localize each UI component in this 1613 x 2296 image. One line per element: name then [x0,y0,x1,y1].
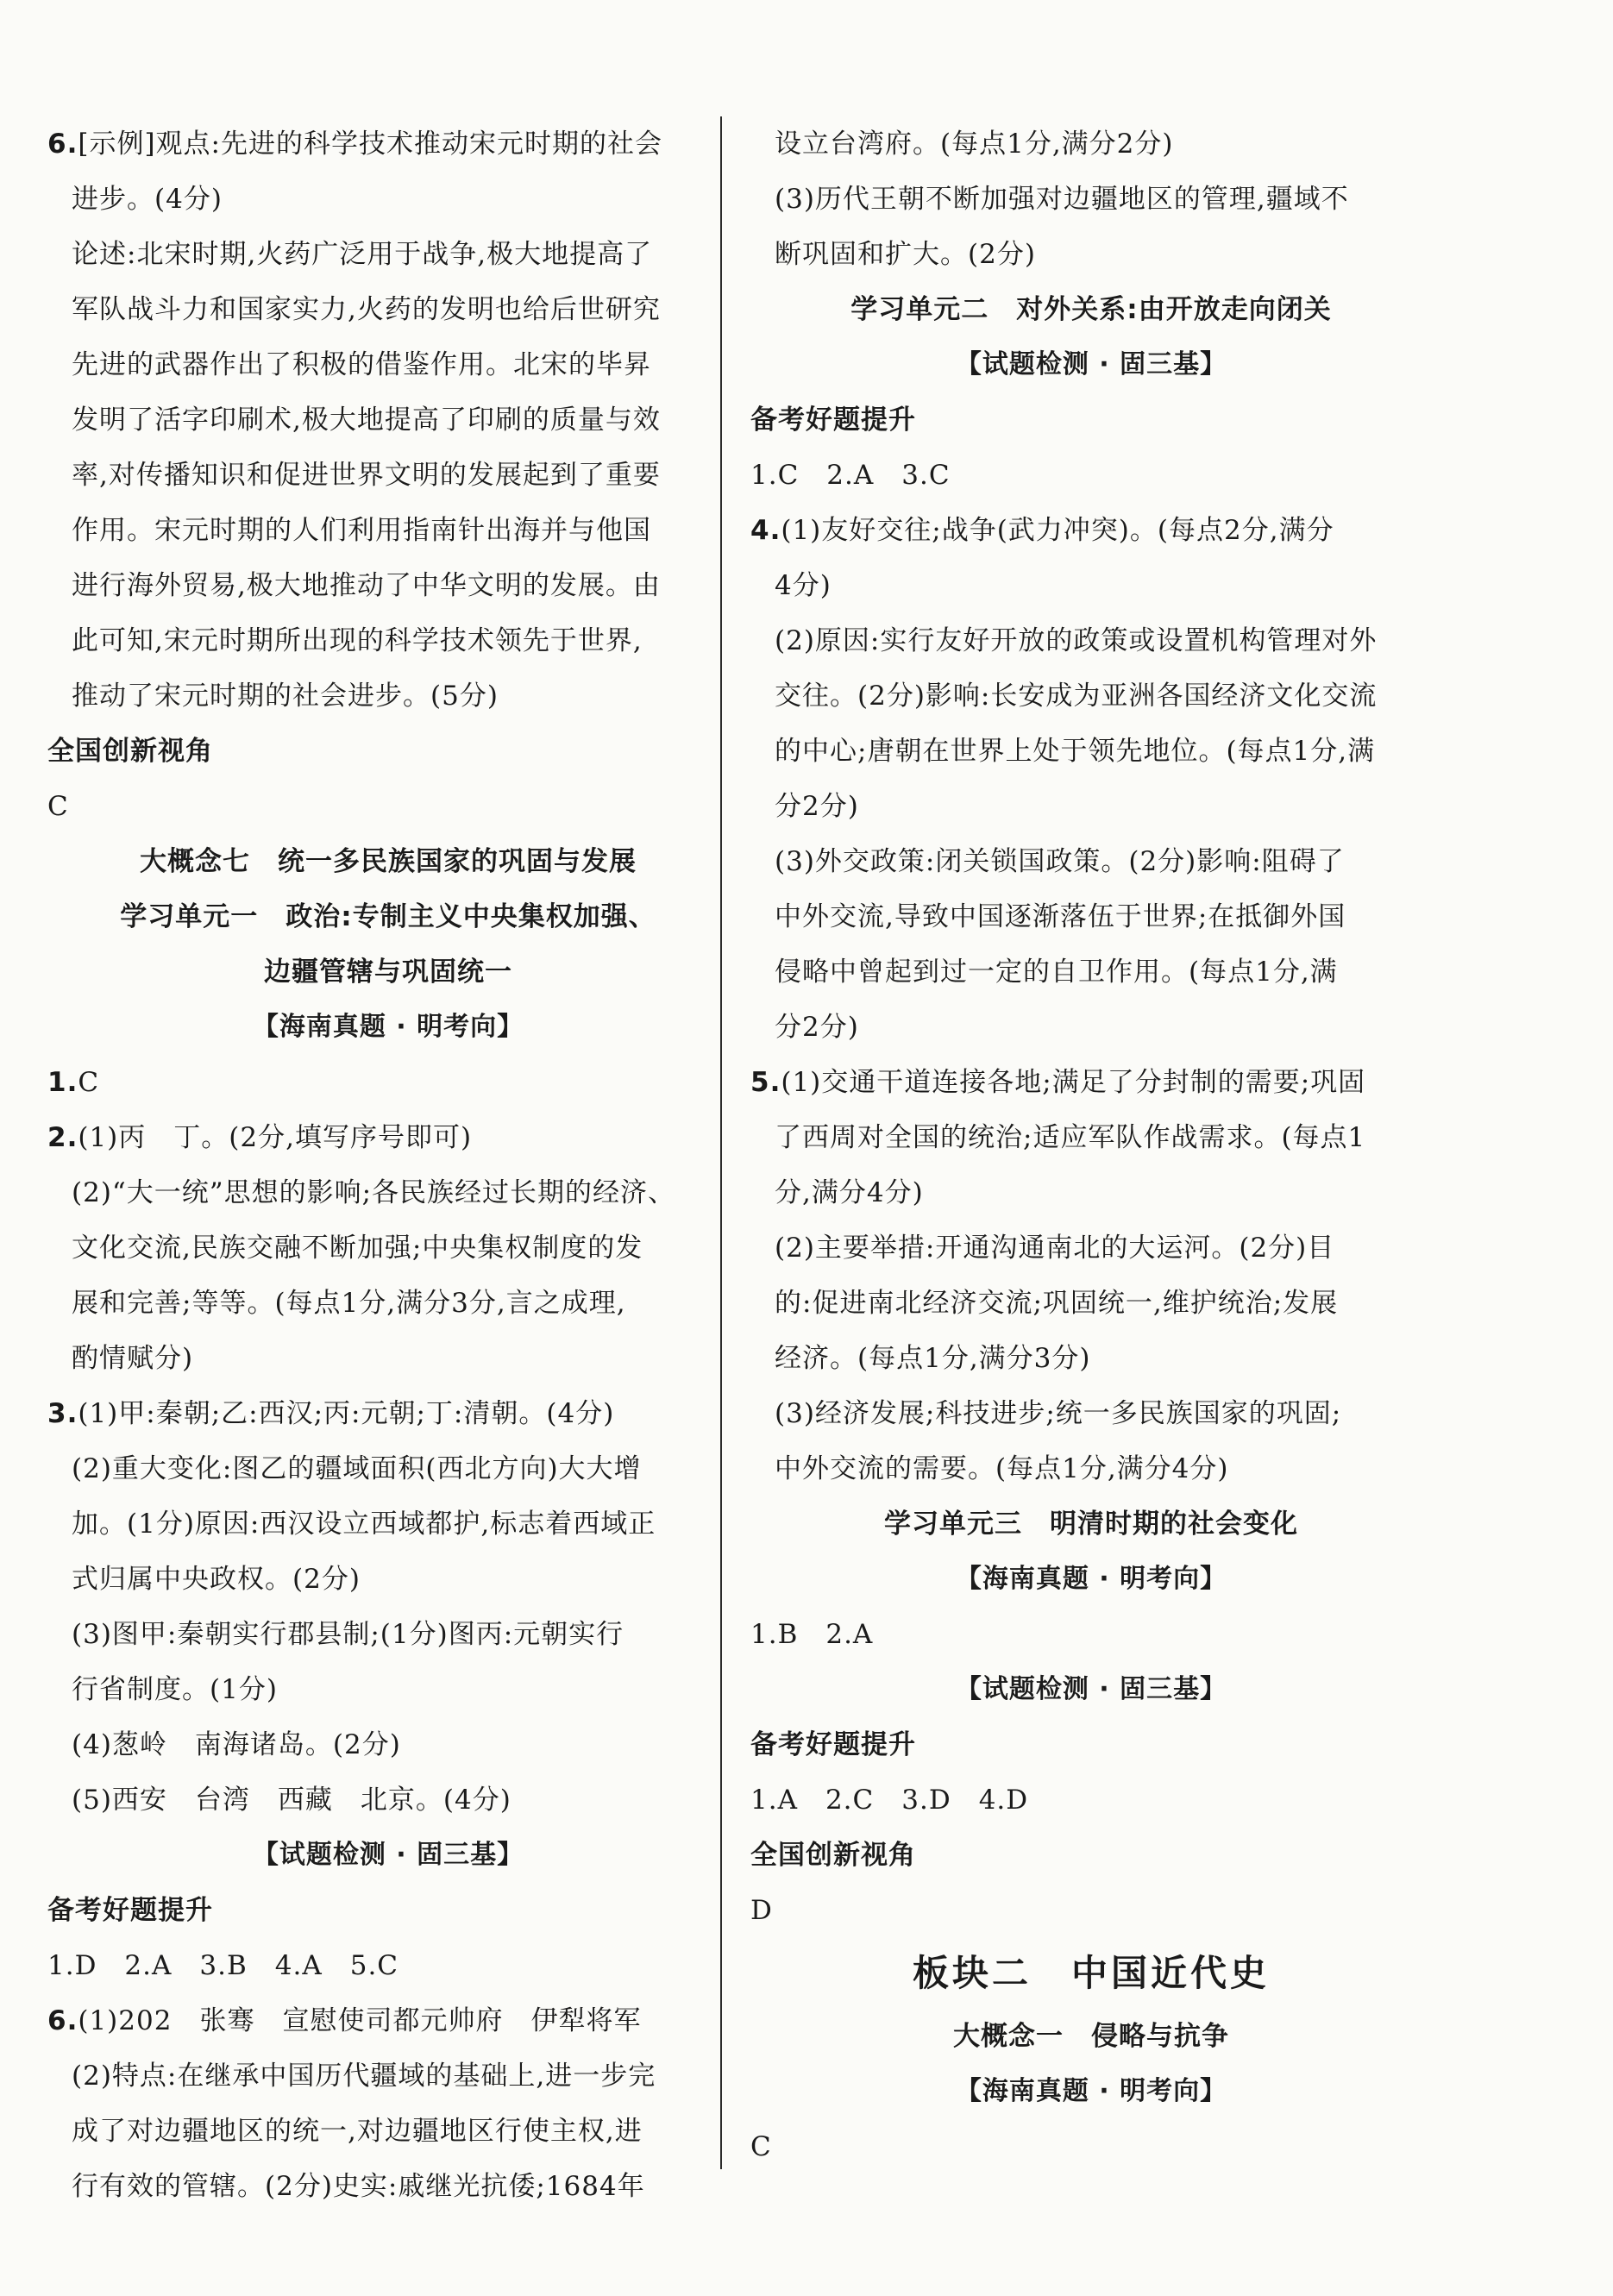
line-text: D [750,1895,773,1926]
answer-line [47,227,729,282]
subheading [750,392,1432,448]
line-text: 大概念一 侵略与抗争 [953,2021,1229,2052]
answer-line [750,1883,1432,1938]
answer-line [47,1331,729,1386]
answer-line [47,2104,729,2159]
line-text: (3)历代王朝不断加强对边疆地区的管理,疆域不 [775,184,1349,215]
line-text: 【试题检测 · 固三基】 [955,349,1227,380]
answer-line [750,1441,1432,1496]
answer-line [47,1110,729,1165]
answer-line [47,1717,729,1772]
subheading [47,1883,729,1938]
line-text: 此可知,宋元时期所出现的科学技术领先于世界, [72,625,643,656]
line-text: 进行海外贸易,极大地推动了中华文明的发展。由 [72,570,661,601]
answer-line [47,1772,729,1828]
question-number: 6. [47,129,78,160]
answer-line [750,668,1432,724]
line-text: [示例]观点:先进的科学技术推动宋元时期的社会 [78,129,662,160]
line-text: (2)原因:实行友好开放的政策或设置机构管理对外 [775,625,1378,656]
right-column [750,116,1432,2174]
section-title [47,944,729,1000]
line-text: 1.D 2.A 3.B 4.A 5.C [47,1950,399,1981]
line-text: 1.B 2.A [750,1619,874,1650]
answer-line [47,1386,729,1441]
answer-line [47,1993,729,2048]
answer-line [47,1552,729,1607]
line-text: (5)西安 台湾 西藏 北京。(4分) [72,1785,512,1816]
answer-line [750,724,1432,779]
question-number: 6. [47,2005,78,2036]
line-text: 【海南真题 · 明考向】 [252,1012,524,1042]
answer-line [750,172,1432,227]
answer-line [750,779,1432,834]
line-text: 的:促进南北经济交流;巩固统一,维护统治;发展 [775,1288,1339,1319]
answer-line [750,1110,1432,1165]
answer-line [47,668,729,724]
answer-line [47,558,729,613]
line-text: (1)交通干道连接各地;满足了分封制的需要;巩固 [781,1067,1366,1098]
line-text: 【试题检测 · 固三基】 [252,1840,524,1870]
line-text: 板块二 中国近代史 [912,1952,1270,1994]
line-text: 率,对传播知识和促进世界文明的发展起到了重要 [72,460,661,491]
section-title [750,2009,1432,2064]
section-tag [750,1662,1432,1717]
answer-line [47,172,729,227]
answer-line [47,779,729,834]
subheading [750,1717,1432,1772]
line-text: 学习单元三 明清时期的社会变化 [884,1509,1298,1540]
answer-line [47,337,729,392]
answer-line [750,1331,1432,1386]
part-title [750,1938,1432,2009]
line-text: 式归属中央政权。(2分) [72,1564,361,1595]
section-title [47,889,729,944]
line-text: (1)友好交往;战争(武力冲突)。(每点2分,满分 [781,515,1334,546]
subheading [47,724,729,779]
answer-line [47,448,729,503]
answer-line [750,944,1432,1000]
line-text: 【试题检测 · 固三基】 [955,1674,1227,1704]
line-text: 备考好题提升 [750,1729,916,1760]
line-text: 学习单元一 政治:专制主义中央集权加强、 [120,901,656,932]
answer-line [750,116,1432,172]
line-text: 分,满分4分) [775,1177,924,1208]
question-number: 1. [47,1067,78,1098]
line-text: 经济。(每点1分,满分3分) [775,1343,1091,1374]
answer-line [750,1772,1432,1828]
line-text: (3)外交政策:闭关锁国政策。(2分)影响:阻碍了 [775,846,1345,877]
line-text: 交往。(2分)影响:长安成为亚洲各国经济文化交流 [775,681,1378,712]
answer-line [47,2159,729,2214]
section-title [47,834,729,889]
answer-line [750,1000,1432,1055]
answer-line [750,1220,1432,1276]
line-text: 备考好题提升 [750,405,916,436]
line-text: 备考好题提升 [47,1895,213,1926]
section-tag [47,1000,729,1055]
answer-line [47,392,729,448]
line-text: 发明了活字印刷术,极大地提高了印刷的质量与效 [72,405,661,436]
answer-line [47,2048,729,2104]
line-text: 文化交流,民族交融不断加强;中央集权制度的发 [72,1233,643,1264]
question-number: 4. [750,515,781,546]
line-text: 作用。宋元时期的人们利用指南针出海并与他国 [72,515,651,546]
answer-line [47,1276,729,1331]
line-text: 中外交流,导致中国逐渐落伍于世界;在抵御外国 [775,901,1346,932]
line-text: 边疆管辖与巩固统一 [264,957,512,988]
answer-line [750,227,1432,282]
answer-line [47,116,729,172]
line-text: 【海南真题 · 明考向】 [955,1564,1227,1594]
answer-line [750,558,1432,613]
line-text: (1)甲:秦朝;乙:西汉;丙:元朝;丁:清朝。(4分) [78,1398,615,1429]
line-text: (4)葱岭 南海诸岛。(2分) [72,1729,401,1760]
answer-line [47,503,729,558]
line-text: 大概念七 统一多民族国家的巩固与发展 [140,846,637,877]
question-number: 5. [750,1067,781,1098]
line-text: C [750,2131,772,2162]
answer-line [750,448,1432,503]
subheading [750,1828,1432,1883]
line-text: 学习单元二 对外关系:由开放走向闭关 [850,294,1332,325]
line-text: 【海南真题 · 明考向】 [955,2076,1227,2106]
answer-line [750,613,1432,668]
section-tag [750,2064,1432,2119]
answer-line [47,1607,729,1662]
question-number: 2. [47,1122,78,1153]
answer-line [750,834,1432,889]
line-text: 断巩固和扩大。(2分) [775,239,1036,270]
section-tag [750,337,1432,392]
line-text: 分2分) [775,1012,859,1043]
section-title [750,1496,1432,1552]
line-text: C [78,1067,100,1098]
line-text: 1.C 2.A 3.C [750,460,951,491]
question-number: 3. [47,1398,78,1429]
line-text: 推动了宋元时期的社会进步。(5分) [72,681,499,712]
line-text: 侵略中曾起到过一定的自卫作用。(每点1分,满 [775,957,1338,988]
answer-line [750,1165,1432,1220]
line-text: 分2分) [775,791,859,822]
answer-line [750,1607,1432,1662]
line-text: (1)202 张骞 宣慰使司都元帅府 伊犁将军 [78,2005,642,2036]
answer-line [750,503,1432,558]
line-text: 展和完善;等等。(每点1分,满分3分,言之成理, [72,1288,626,1319]
answer-line [47,1938,729,1993]
section-tag [47,1828,729,1883]
line-text: 论述:北宋时期,火药广泛用于战争,极大地提高了 [72,239,653,270]
line-text: 成了对边疆地区的统一,对边疆地区行使主权,进 [72,2116,643,2147]
line-text: (2)主要举措:开通沟通南北的大运河。(2分)目 [775,1233,1335,1264]
answer-line [750,1276,1432,1331]
answer-line [750,1055,1432,1110]
line-text: 4分) [775,570,832,601]
answer-line [47,1662,729,1717]
line-text: 1.A 2.C 3.D 4.D [750,1785,1029,1816]
line-text: 了西周对全国的统治;适应军队作战需求。(每点1 [775,1122,1366,1153]
line-text: (2)特点:在继承中国历代疆域的基础上,进一步完 [72,2061,656,2092]
answer-line [750,2119,1432,2174]
line-text: 酌情赋分) [72,1343,194,1374]
section-tag [750,1552,1432,1607]
line-text: 全国创新视角 [750,1840,916,1871]
line-text: 先进的武器作出了积极的借鉴作用。北宋的毕昇 [72,349,651,380]
line-text: 的中心;唐朝在世界上处于领先地位。(每点1分,满 [775,736,1376,767]
line-text: (2)“大一统”思想的影响;各民族经过长期的经济、 [72,1177,676,1208]
line-text: (3)经济发展;科技进步;统一多民族国家的巩固; [775,1398,1342,1429]
line-text: (1)丙 丁。(2分,填写序号即可) [78,1122,473,1153]
answer-line [47,1165,729,1220]
line-text: (2)重大变化:图乙的疆域面积(西北方向)大大增 [72,1453,642,1484]
answer-line [47,1441,729,1496]
answer-line [750,889,1432,944]
answer-line [750,1386,1432,1441]
answer-line [47,613,729,668]
line-text: 行省制度。(1分) [72,1674,278,1705]
line-text: 设立台湾府。(每点1分,满分2分) [775,129,1174,160]
answer-line [47,1220,729,1276]
line-text: 加。(1分)原因:西汉设立西域都护,标志着西域正 [72,1509,656,1540]
line-text: (3)图甲:秦朝实行郡县制;(1分)图丙:元朝实行 [72,1619,624,1650]
answer-line [47,282,729,337]
line-text: C [47,791,69,822]
line-text: 行有效的管辖。(2分)史实:戚继光抗倭;1684年 [72,2171,645,2202]
line-text: 进步。(4分) [72,184,223,215]
line-text: 中外交流的需要。(每点1分,满分4分) [775,1453,1229,1484]
answer-line [47,1496,729,1552]
line-text: 军队战斗力和国家实力,火药的发明也给后世研究 [72,294,661,325]
line-text: 全国创新视角 [47,736,213,767]
answer-line [47,1055,729,1110]
section-title [750,282,1432,337]
left-column [47,116,729,2214]
